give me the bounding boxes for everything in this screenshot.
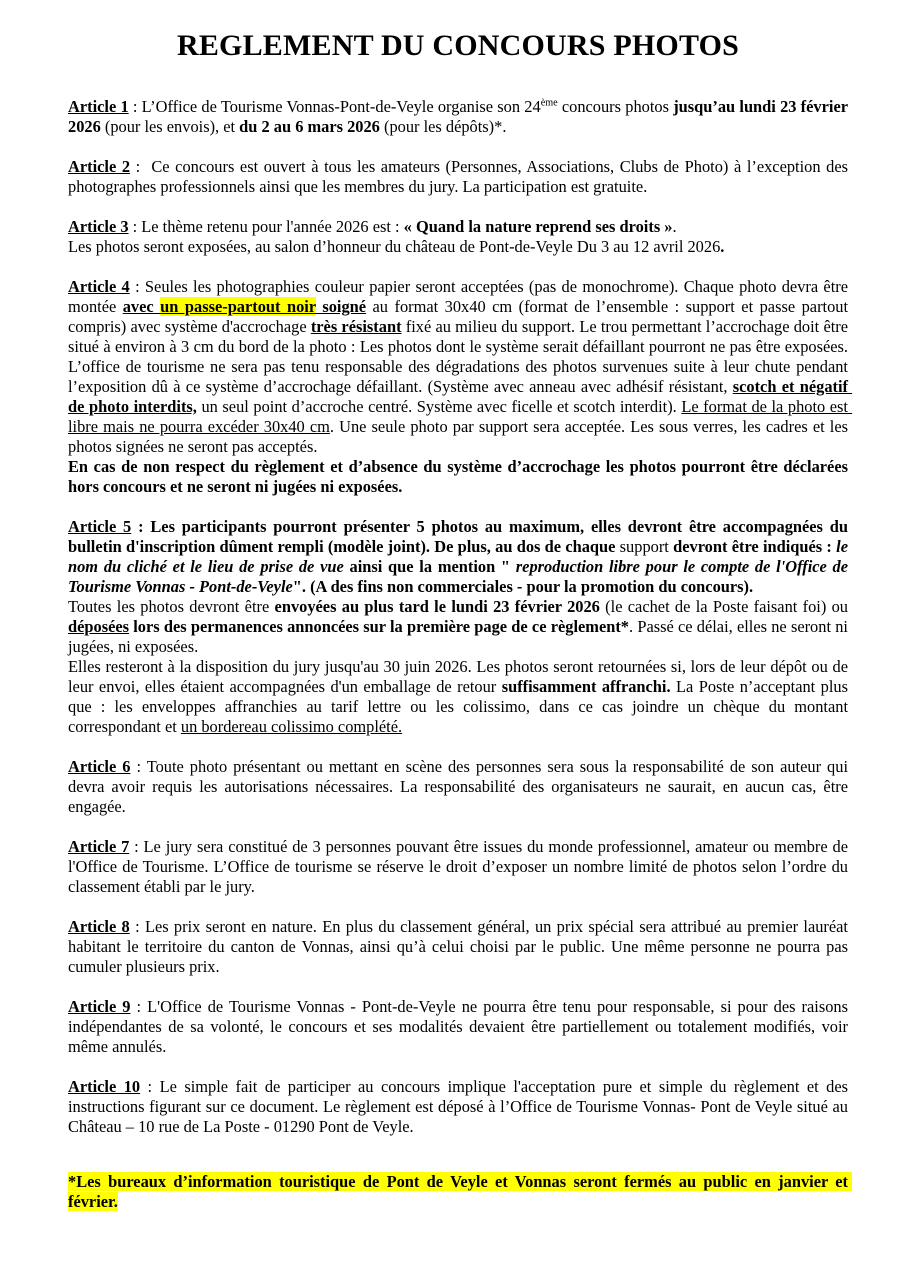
page-title: REGLEMENT DU CONCOURS PHOTOS <box>176 29 740 62</box>
text-run: du 2 au 6 mars 2026 <box>239 117 380 136</box>
article-9 <box>68 997 853 1057</box>
article-7 <box>68 837 853 897</box>
text-run: reproduction libre pour le compte de l'Office de Tourisme Vonnas - Pont-de-Veyle <box>68 557 853 596</box>
text-run: : Le jury sera constitué de 3 personnes pouvant être issues du monde professionnel, amateur ou membre de l'Office de Tourisme. L’Office de tourisme se réserve le droit d’exposer un nombre limité de photos selon l’ordre du classement établi par le jury. <box>68 837 853 896</box>
article-2 <box>68 157 853 197</box>
article-10 <box>68 1077 853 1137</box>
text-run: Article 2 <box>68 157 131 176</box>
text-run: Article 8 <box>68 917 130 936</box>
text-run: devront être indiqués : <box>668 537 837 556</box>
text-run: . Une seule photo par support sera acceptée. Les sous verres, les cadres et les photos signées ne seront pas acceptés. <box>68 417 853 456</box>
text-run: support <box>619 537 669 556</box>
text-run: La Poste n’acceptant plus que : les enveloppes affranchies au tarif lettre ou les colissimo, dans ce cas joindre un chèque du montant correspondant et <box>68 677 853 736</box>
text-run: lors des permanences annoncées sur la première page de ce règlement* <box>129 617 629 636</box>
text-run: Article 7 <box>68 837 130 856</box>
text-run: un passe-partout noir <box>160 297 316 316</box>
text-run: (pour les dépôts)*. <box>379 117 507 136</box>
text-run: déposées <box>68 617 130 636</box>
text-run: . <box>672 217 677 236</box>
text-run: fixé au milieu du support. Le trou permettant l’accrochage doit être situé à environ à 3 cm du bord de la photo : Les photos dont le système serait défaillant pourront ne pas être exposées. L’office de tourisme ne sera pas tenu responsable des dégradations des photos survenues suite à leur chute pendant l’exposition dû à ce système d’accrochage défaillant. (Système avec anneau avec adhésif résistant, <box>68 317 853 396</box>
text-run: : Le thème retenu pour l'année 2026 est : <box>128 217 404 236</box>
article-3 <box>68 217 848 237</box>
text-run: Article 10 <box>68 1077 141 1096</box>
text-run: Les participants pourront présenter 5 photos au maximum, elles devront être accompagnées du bulletin d'inscription dûment rempli (modèle joint). De plus, au dos de chaque <box>68 517 853 556</box>
text-run: ". (A des fins non commerciales - pour la promotion du concours). <box>292 577 754 596</box>
text-run: Article 5 <box>68 517 132 536</box>
text-run: : Les prix seront en nature. En plus du classement général, un prix spécial sera attribué au premier lauréat habitant le territoire du canton de Vonnas, ainsi qu’à celui choisi par le public. Une même personne ne pourra pas cumuler plusieurs prix. <box>68 917 853 976</box>
text-run: : <box>128 97 142 116</box>
text-run: le nom du cliché et le lieu de prise de vue <box>68 537 853 576</box>
text-run: En cas de non respect du règlement et d’absence du système d’accrochage les photos pourront être déclarées hors concours et ne seront ni jugées ni exposées. <box>68 457 853 496</box>
text-run: concours photos <box>557 97 674 116</box>
article-1 <box>68 97 853 137</box>
article-5 <box>68 517 853 597</box>
text-run: au format 30x40 cm (format de l’ensemble : support et passe partout compris) avec système d'accrochage <box>68 297 853 336</box>
text-run: Article 9 <box>68 997 131 1016</box>
text-run: un seul point d’accroche centré. Système avec ficelle et scotch interdit). <box>196 397 682 416</box>
text-run: ème <box>540 97 558 109</box>
text-run: (pour les envois), et <box>100 117 240 136</box>
text-run: envoyées au plus tard le lundi 23 février 2026 <box>274 597 600 616</box>
text-run: « Quand la nature reprend ses droits » <box>403 217 673 236</box>
text-run: suffisamment affranchi. <box>501 677 671 696</box>
article-3-exposition <box>68 237 848 257</box>
text-run: : Seules les photographies couleur papier seront acceptées (pas de monochrome). Chaque photo devra être montée <box>68 277 853 316</box>
text-run: Article 4 <box>68 277 130 296</box>
footnote-highlight <box>68 1172 853 1212</box>
text-run: scotch et négatif de photo interdits, <box>68 377 853 416</box>
text-run: . Passé ce délai, elles ne seront ni jugées, ni exposées. <box>68 617 853 656</box>
article-8 <box>68 917 853 977</box>
text-run: Toutes les photos devront être <box>68 597 275 616</box>
article-5-deadline <box>68 597 853 657</box>
article-4 <box>68 277 853 457</box>
text-run: Elles resteront à la disposition du jury jusqu'au 30 juin 2026. Les photos seront retournées si, lors de leur dépôt ou de leur envoi, elles étaient accompagnées d'un emballage de retour <box>68 657 853 696</box>
text-run: jusqu’au lundi 23 février 2026 <box>68 97 853 136</box>
text-run: : Le simple fait de participer au concours implique l'acceptation pure et simple du règlement et des instructions figurant sur ce document. Le règlement est déposé à l’Office de Tourisme Vonnas- Pont de Veyle situé au Château – 10 rue de La Poste - 01290 Pont de Veyle. <box>68 1077 853 1136</box>
text-run: . <box>720 237 725 256</box>
text-run: : Toute photo présentant ou mettant en scène des personnes sera sous la responsabilité de son auteur qui devra avoir requis les autorisations nécessaires. La responsabilité des organisateurs ne saurait, en aucun cas, être engagée. <box>68 757 853 816</box>
article-5-return <box>68 657 853 737</box>
text-run: : Ce concours est ouvert à tous les amateurs (Personnes, Associations, Clubs de Photo) à l’exception des photographes professionnels ainsi que les membres du jury. La participation est gratuite. <box>68 157 853 196</box>
text-run: L’Office de Tourisme Vonnas-Pont-de-Veyle organise son 24 <box>141 97 541 116</box>
article-4-warning <box>68 457 853 497</box>
text-run: Le format de la photo est libre mais ne pourra excéder 30x40 cm <box>68 397 853 436</box>
text-run: avec <box>122 297 161 316</box>
article-6 <box>68 757 853 817</box>
text-run: Les photos seront exposées, au salon d’honneur du château de Pont-de-Veyle Du 3 au 12 avril 2026 <box>68 237 721 256</box>
text-run: soigné <box>315 297 367 316</box>
text-run: : <box>131 517 151 536</box>
text-run: *Les bureaux d’information touristique de Pont de Veyle et Vonnas seront fermés au public en janvier et février. <box>68 1172 853 1211</box>
text-run: ainsi que la mention " <box>343 557 516 576</box>
text-run: Article 6 <box>68 757 131 776</box>
document-body <box>68 97 853 1212</box>
text-run: : L'Office de Tourisme Vonnas - Pont-de-Veyle ne pourra être tenu pour responsable, si pour des raisons indépendantes de sa volonté, le concours et ses modalités devaient être partiellement ou totalement modifiés, voir même annulés. <box>68 997 853 1056</box>
text-run: (le cachet de la Poste faisant foi) ou <box>599 597 853 616</box>
text-run: un bordereau colissimo complété. <box>180 717 403 736</box>
text-run: Article 3 <box>68 217 129 236</box>
text-run: Article 1 <box>68 97 129 116</box>
text-run: très résistant <box>310 317 402 336</box>
